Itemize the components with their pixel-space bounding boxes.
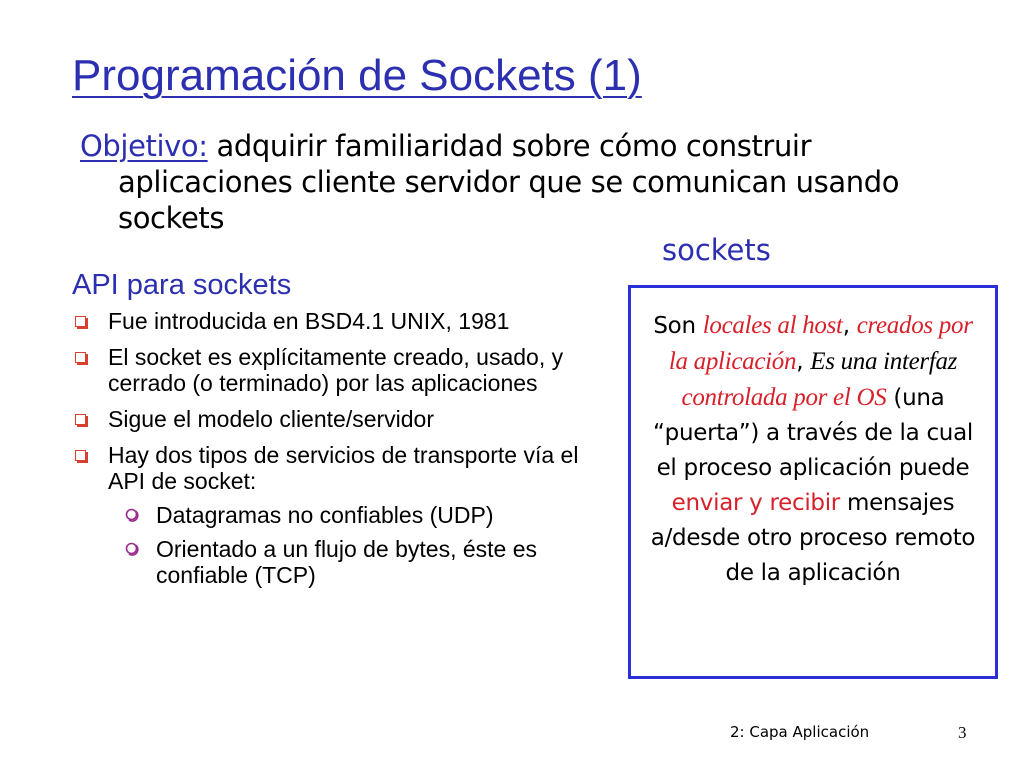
bullet-item bbox=[72, 344, 592, 396]
objective-line-1 bbox=[80, 128, 980, 164]
sub-bullet-item bbox=[108, 536, 592, 588]
box-text: , bbox=[796, 349, 811, 375]
sub-bullet-list bbox=[108, 502, 592, 588]
objective-line-2: aplicaciones cliente servidor que se comunican usando bbox=[118, 165, 900, 199]
box-emphasis-interface: Es una interfaz bbox=[810, 348, 958, 375]
circle-bullet-icon bbox=[124, 541, 140, 557]
bullet-text: El socket es explícitamente creado, usado, y cerrado (o terminado) por las aplicaciones bbox=[108, 344, 564, 396]
sockets-heading: sockets bbox=[662, 233, 771, 267]
sub-bullet-item bbox=[108, 502, 592, 528]
bullet-text: Sigue el modelo cliente/servidor bbox=[108, 406, 435, 432]
objective-label: Objetivo: bbox=[80, 129, 208, 163]
api-heading: API para sockets bbox=[72, 269, 292, 301]
footer-chapter: 2: Capa Aplicación bbox=[730, 723, 870, 741]
bullet-item bbox=[72, 406, 592, 432]
circle-bullet-icon bbox=[124, 507, 140, 523]
bullet-item bbox=[72, 442, 592, 588]
sub-bullet-text: Orientado a un flujo de bytes, éste es confiable (TCP) bbox=[156, 536, 538, 588]
bullet-text: Fue introducida en BSD4.1 UNIX, 1981 bbox=[108, 308, 510, 334]
box-emphasis-os: controlada por el OS bbox=[681, 384, 887, 411]
page-number: 3 bbox=[958, 723, 967, 742]
box-emphasis-created: creados por la aplicación bbox=[668, 312, 973, 375]
box-emphasis-send-receive: enviar y recibir bbox=[671, 490, 840, 516]
box-emphasis-local: locales al host bbox=[702, 312, 843, 339]
bullet-text: Hay dos tipos de servicios de transporte vía el API de socket: bbox=[108, 442, 579, 494]
box-text: mensajes a/desde otro proceso remoto de la aplicación bbox=[650, 490, 976, 586]
square-bullet-icon bbox=[75, 316, 86, 327]
square-bullet-icon bbox=[75, 450, 86, 461]
slide-title: Programación de Sockets (1) bbox=[72, 51, 642, 100]
objective-text-1: adquirir familiaridad sobre cómo construir bbox=[216, 129, 812, 163]
objective-paragraph bbox=[80, 128, 980, 236]
box-text: (una “puerta”) a través de la cual el proceso aplicación puede bbox=[653, 385, 973, 481]
bullet-item bbox=[72, 308, 592, 334]
api-bullet-list bbox=[72, 308, 592, 598]
square-bullet-icon bbox=[75, 414, 86, 425]
box-text: Son bbox=[653, 313, 703, 339]
square-bullet-icon bbox=[75, 352, 86, 363]
objective-line-3: sockets bbox=[118, 201, 225, 235]
box-text: , bbox=[842, 313, 857, 339]
sockets-definition-box bbox=[628, 285, 998, 679]
sub-bullet-text: Datagramas no confiables (UDP) bbox=[156, 502, 494, 528]
